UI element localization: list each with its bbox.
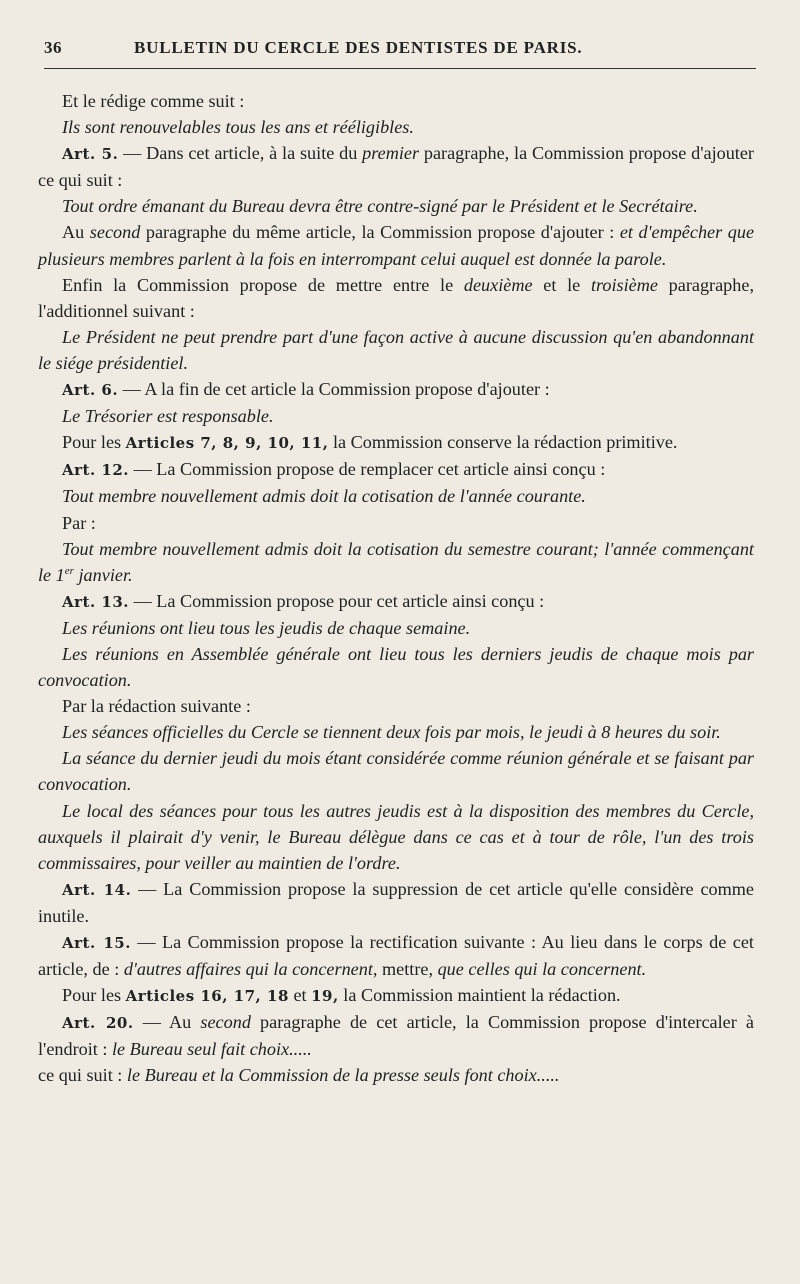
paragraph: Par : bbox=[62, 512, 96, 533]
paragraph: Les réunions ont lieu tous les jeudis de chaque semaine. bbox=[62, 617, 471, 638]
paragraph: Tout membre nouvellement admis doit la cotisation de l'année courante. bbox=[62, 486, 586, 507]
paragraph: Art. 13. — La Commission propose pour cet article ainsi conçu : bbox=[62, 590, 545, 611]
paragraph: Les séances officielles du Cercle se tiennent deux fois par mois, le jeudi à 8 heures du soir. bbox=[62, 722, 721, 743]
paragraph: La séance du dernier jeudi du mois étant considérée comme réunion générale et se faisant par convocation. bbox=[38, 748, 754, 795]
paragraph: Tout ordre émanant du Bureau devra être contre-signé par le Président et le Secrétaire. bbox=[62, 196, 698, 217]
paragraph: Au second paragraphe du même article, la Commission propose d'ajouter : et d'empêcher que plusieurs membres parlent à la fois en interrompant celui auquel est donnée la parole. bbox=[38, 222, 755, 269]
paragraph: Tout membre nouvellement admis doit la cotisation du semestre courant; l'année commençant le 1er janvier. bbox=[38, 538, 754, 585]
header-rule bbox=[44, 68, 756, 69]
paragraph: Pour les Articles 7, 8, 9, 10, 11, la Commission conserve la rédaction primitive. bbox=[62, 432, 678, 453]
paragraph: Ils sont renouvelables tous les ans et rééligibles. bbox=[62, 117, 414, 138]
paragraph: Art. 6. — A la fin de cet article la Commission propose d'ajouter : bbox=[62, 379, 550, 400]
paragraph: Par la rédaction suivante : bbox=[62, 696, 251, 717]
paragraph: Le Président ne peut prendre part d'une façon active à aucune discussion qu'en abandonnant le siége présidentiel. bbox=[38, 326, 754, 373]
body-text bbox=[38, 88, 754, 1089]
paragraph: Art. 14. — La Commission propose la suppression de cet article qu'elle considère comme inutile. bbox=[38, 878, 754, 926]
page-title: BULLETIN DU CERCLE DES DENTISTES DE PARIS. bbox=[134, 38, 583, 57]
paragraph: Enfin la Commission propose de mettre entre le deuxième et le troisième paragraphe, l'additionnel suivant : bbox=[38, 274, 754, 321]
paragraph: Art. 5. — Dans cet article, à la suite du premier paragraphe, la Commission propose d'ajouter ce qui suit : bbox=[38, 143, 754, 191]
paragraph: Le Trésorier est responsable. bbox=[62, 406, 274, 427]
running-header bbox=[44, 38, 754, 58]
paragraph: Le local des séances pour tous les autres jeudis est à la disposition des membres du Cercle, auxquels il plairait d'y venir, le Bureau délègue dans ce cas et à tour de rôle, l'un des trois commissaires, pour veiller au maintien de l'ordre. bbox=[38, 800, 754, 873]
paragraph: Art. 12. — La Commission propose de remplacer cet article ainsi conçu : bbox=[62, 459, 606, 480]
paragraph: Art. 20. — Au second paragraphe de cet article, la Commission propose d'intercaler à l'endroit : le Bureau seul fait choix..... bbox=[38, 1012, 754, 1060]
page-number: 36 bbox=[44, 38, 62, 57]
paragraph: Et le rédige comme suit : bbox=[62, 91, 245, 111]
paragraph: ce qui suit : le Bureau et la Commission de la presse seuls font choix..... bbox=[38, 1065, 560, 1086]
paragraph: Pour les Articles 16, 17, 18 et 19, la Commission maintient la rédaction. bbox=[62, 985, 621, 1006]
paragraph: Art. 15. — La Commission propose la rectification suivante : Au lieu dans le corps de cet article, de : d'autres affaires qui la concernent, mettre, que celles qui la concernent. bbox=[38, 932, 754, 980]
paragraph: Les réunions en Assemblée générale ont lieu tous les derniers jeudis de chaque mois par convocation. bbox=[38, 643, 754, 691]
